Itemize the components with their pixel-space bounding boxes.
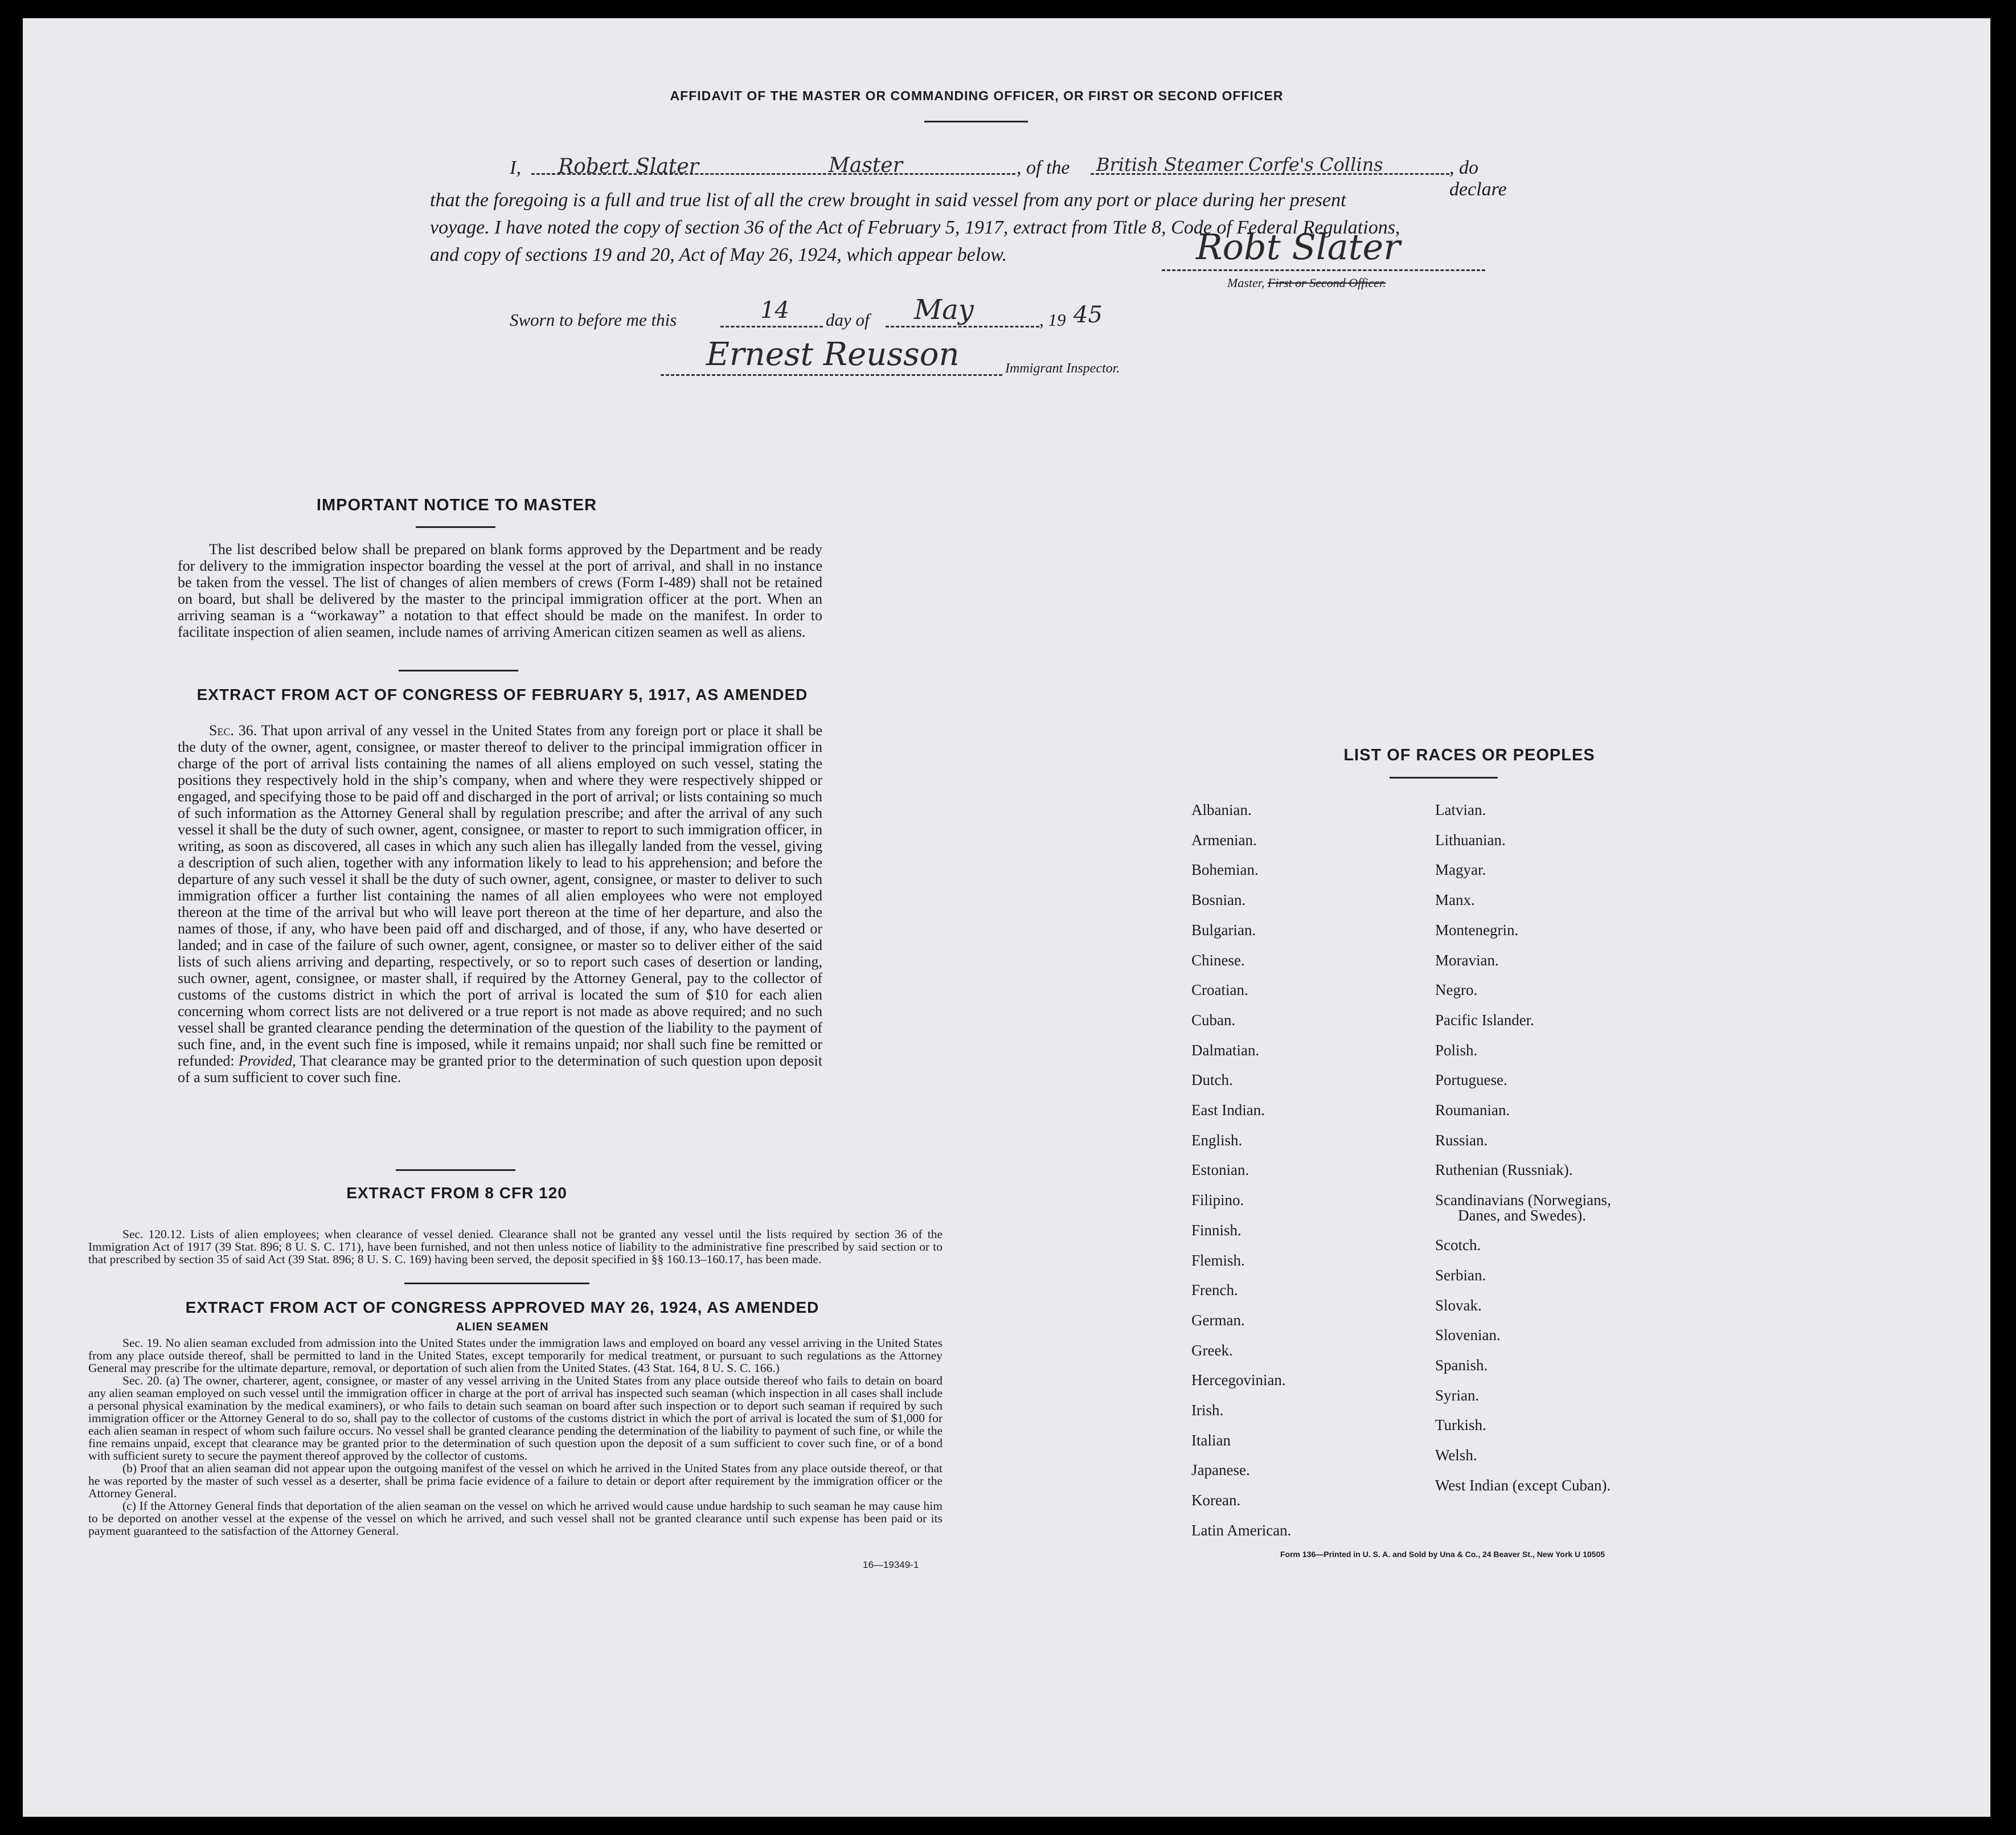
race-item: Magyar. [1435,861,1486,879]
sec-20c-text: (c) If the Attorney General finds that deportation of the alien seaman on the vessel on which he arrived would cause undue hardship to such seaman he may cause him to be deported on another vessel at the expense of the vessel on which he arrived, and such vessel shall not be granted clearance until such expense has been paid or its payment guaranteed to the satisfaction of the Attorney General. [88,1499,943,1538]
notice-rule [416,526,495,528]
race-item: Turkish. [1435,1416,1486,1434]
race-item: Scotch. [1435,1236,1481,1254]
extract-1917-title: EXTRACT FROM ACT OF CONGRESS OF FEBRUARY 5, 1917, AS AMENDED [196,686,808,703]
race-item: Pacific Islander. [1435,1011,1534,1029]
sworn-text: Sworn to before me this [510,310,677,330]
race-item: Negro. [1435,981,1478,999]
race-item: Slovenian. [1435,1326,1501,1344]
race-item: Ruthenian (Russniak). [1435,1161,1573,1179]
day-of-text: day of [826,310,870,330]
race-item: Flemish. [1191,1251,1245,1269]
race-item: Irish. [1191,1402,1224,1419]
race-item: Bohemian. [1191,861,1259,879]
race-item: French. [1191,1281,1238,1299]
sec-19-text: Sec. 19. No alien seaman excluded from admission into the United States under the immigration laws and employed on board any vessel arriving in the United States from any place outside thereof, shall be permitted to land in the United States, except temporarily for medical treatment, or pursuant to such regulations as the Attorney General may prescribe for the ultimate departure, removal, or deportation of such alien from the United States. (43 Stat. 164, 8 U. S. C. 166.) [88,1336,943,1375]
race-item: Spanish. [1435,1356,1488,1374]
race-item: Italian [1191,1431,1231,1449]
month-blank [886,326,1039,327]
extract-1924-title: EXTRACT FROM ACT OF CONGRESS APPROVED MAY 26, 1924, AS AMENDED [185,1299,819,1316]
sections-19-20 [88,1337,943,1537]
race-item: Estonian. [1191,1161,1249,1179]
race-item: English. [1191,1131,1243,1149]
of-the-text: , of the [1017,157,1070,178]
do-declare-text: , do declare [1449,157,1507,200]
race-item: Finnish. [1191,1221,1241,1239]
master-signature: Robt Slater [1196,226,1400,268]
inspector-caption: Immigrant Inspector. [1005,361,1120,376]
race-item: Chinese. [1191,951,1245,969]
day-blank [720,326,823,327]
affidavit-line-4: and copy of sections 19 and 20, Act of May 26, 1924, which appear below. [430,244,1007,265]
master-name-handwritten: Robert Slater [558,155,699,178]
extract-1917-bottom-rule [396,1169,515,1171]
race-item: Portuguese. [1435,1071,1507,1089]
race-item: Russian. [1435,1131,1488,1149]
affidavit-line-1 [487,153,1540,200]
year-prefix: , 19 [1039,310,1066,330]
sec-36-label: Sec. 36. [209,722,257,739]
race-item: Scandinavians (Norwegians, [1435,1191,1611,1209]
year-handwritten: 45 [1073,302,1103,328]
races-title: LIST OF RACES OR PEOPLES [1343,746,1595,764]
sec-20b-text: (b) Proof that an alien seaman did not appear upon the outgoing manifest of the vessel on which he arrived in the United States from any place outside thereof, or that he was reported by the master of such vessel as a deserter, shall be prima facie evidence of a failure to detain or deport after requirement by the immigration officer or the Attorney General. [88,1461,943,1500]
sec-36-text [178,722,822,1086]
signature-caption [1227,276,1386,290]
race-item: Latin American. [1191,1521,1292,1539]
races-rule [1390,777,1498,779]
race-item: Bosnian. [1191,891,1246,909]
race-item: Filipino. [1191,1191,1244,1209]
race-item: Croatian. [1191,981,1248,999]
race-item: Roumanian. [1435,1101,1510,1119]
caption-struck: First or Second Officer. [1267,276,1386,290]
declarant-prefix: I, [510,157,521,178]
sec-36-provided: Provided, [238,1052,296,1069]
alien-seamen-subtitle: ALIEN SEAMEN [456,1321,549,1333]
inspector-line [661,374,1002,376]
race-item: West Indian (except Cuban). [1435,1476,1611,1494]
affidavit-line-2: that the foregoing is a full and true list of all the crew brought in said vessel from any port or place during her present [430,190,1346,211]
race-item: Latvian. [1435,801,1486,818]
race-item: Korean. [1191,1492,1241,1509]
extract-cfr-bottom-rule [404,1283,589,1284]
notice-title: IMPORTANT NOTICE TO MASTER [316,496,597,514]
race-item: Armenian. [1191,831,1257,849]
sec-36-body-b: That clearance may be granted prior to the determination of such question upon deposit of a sum sufficient to cover such fine. [178,1052,823,1086]
race-item: Hercegovinian. [1191,1371,1286,1389]
race-item: Serbian. [1435,1266,1486,1284]
race-item: Polish. [1435,1041,1478,1059]
race-item: Manx. [1435,891,1475,909]
notice-text: The list described below shall be prepared on blank forms approved by the Department and be ready for delivery to the immigration inspector boarding the vessel at the port of arrival, and shall in no instance be taken from the vessel. The list of changes of alien members of crews (Form I-489) shall not be retained on board, but shall be delivered by the master to the principal immigration officer at the port. When an arriving seaman is a “workaway” a notation to that effect should be made on the manifest. In order to facilitate inspection of alien seamen, include names of arriving American citizen seamen as well as aliens. [178,541,822,640]
signature-line [1162,269,1485,271]
vessel-name-handwritten: British Steamer Corfe's Collins [1096,154,1383,175]
master-title-handwritten: Master [829,154,903,177]
race-item: Syrian. [1435,1386,1480,1404]
race-item: Bulgarian. [1191,921,1256,939]
race-item: Japanese. [1191,1461,1250,1479]
printer-footer: Form 136—Printed in U. S. A. and Sold by Una & Co., 24 Beaver St., New York U 10505 [1280,1550,1605,1559]
race-item: East Indian. [1191,1101,1265,1119]
caption-master: Master, [1227,276,1265,290]
affidavit-line-3: voyage. I have noted the copy of section 36 of the Act of February 5, 1917, extract from Title 8, Code of Federal Regulations, [430,217,1400,238]
document-page [23,18,1990,1817]
race-item: Moravian. [1435,951,1499,969]
inspector-signature: Ernest Reusson [706,336,960,373]
form-number: 16—19349-1 [863,1559,919,1570]
notice-bottom-rule [399,670,518,671]
races-column-2 [1435,795,1611,1500]
race-item: Albanian. [1191,801,1252,818]
race-item: Greek. [1191,1341,1233,1359]
race-item: Lithuanian. [1435,831,1506,849]
sec-36-body-a: That upon arrival of any vessel in the United States from any foreign port or place it shall be the duty of the owner, agent, consignee, or master thereof to deliver to the principal immigration officer in charge of the port of arrival lists containing the names of all aliens employed on such vessel, stating the positions they respectively hold in the ship’s company, when and where they were respectively shipped or engaged, and specifying those to be paid off and discharged in the port of arrival; or lists containing so much of such information as the Attorney General shall by regulation prescribe; and after the arrival of any such vessel it shall be the duty of such owner, agent, consignee, or master to report to such immigration officer, in writing, as soon as discovered, all cases in which any such alien has illegally landed from the vessel, giving a description of such alien, together with any information likely to lead to his apprehension; and before the departure of any such vessel it shall be the duty of such owner, agent, consignee, or master to deliver to such immigration officer a further list containing the names of all alien employees who were not employed thereon at the time of the arrival but who will leave port thereon at the time of her departure, and also the names of those, if any, who have been paid off and discharged, and of those, if any, who have deserted or landed; and in case of the failure of such owner, agent, consignee, or master so to deliver either of the said lists of such aliens arriving and departing, respectively, or so to report such cases of desertion or landing, such owner, agent, consignee, or master shall, if required by the Attorney General, pay to the collector of customs of the customs district in which the port of arrival is located the sum of $10 for each alien concerning whom correct lists are not delivered or a true report is not made as above required; and no such vessel shall be granted clearance pending the determination of the question of the liability to the payment of such fine, and, in the event such fine is imposed, while it remains unpaid; nor shall such fine be remitted or refunded: [178,722,822,1069]
race-item: Slovak. [1435,1296,1482,1314]
extract-cfr-title: EXTRACT FROM 8 CFR 120 [346,1184,567,1202]
affidavit-title-rule [924,121,1028,122]
affidavit-title: AFFIDAVIT OF THE MASTER OR COMMANDING OFFICER, OR FIRST OR SECOND OFFICER [670,88,1284,103]
race-item: Dalmatian. [1191,1041,1260,1059]
race-item: Montenegrin. [1435,921,1519,939]
race-item: Danes, and Swedes). [1458,1207,1586,1224]
races-column-1 [1191,795,1291,1546]
race-item: Cuban. [1191,1011,1236,1029]
sec-120-12-text: Sec. 120.12. Lists of alien employees; when clearance of vessel denied. Clearance shall not be granted any vessel until the lists required by section 36 of the Immigration Act of 1917 (39 Stat. 896; 8 U. S. C. 171), have been furnished, and not then unless notice of liability to the administrative fine prescribed by said section or to that prescribed by section 35 of said Act (39 Stat. 896; 8 U. S. C. 169) having been served, the deposit specified in §§ 160.13–160.17, has been made. [88,1227,943,1266]
day-handwritten: 14 [760,297,789,323]
race-item: Welsh. [1435,1447,1477,1464]
sec-20a-text: Sec. 20. (a) The owner, charterer, agent, consignee, or master of any vessel arriving in the United States from any place outside thereof who fails to detain on board any alien seaman employed on such vessel until the immigration officer in charge at the port of arrival has inspected such seaman (which inspection in all cases shall include a personal physical examination by the medical examiners), or who fails to detain such seaman on board after such inspection or to deport such seaman if required by such immigration officer or the Attorney General to do so, shall pay to the collector of customs of the customs district in which the port of arrival is located the sum of $1,000 for each alien seaman in respect of whom such failure occurs. No vessel shall be granted clearance pending the determination of the liability to payment of such fine, or while the fine remains unpaid, except that clearance may be granted prior to the determination of such question upon the deposit of a sum sufficient to cover such fine, or of a bond with sufficient surety to secure the payment thereof approved by the collector of customs. [88,1374,943,1463]
month-handwritten: May [914,294,974,326]
race-item: German. [1191,1311,1245,1329]
race-item: Dutch. [1191,1071,1233,1089]
sworn-line [487,294,1284,331]
